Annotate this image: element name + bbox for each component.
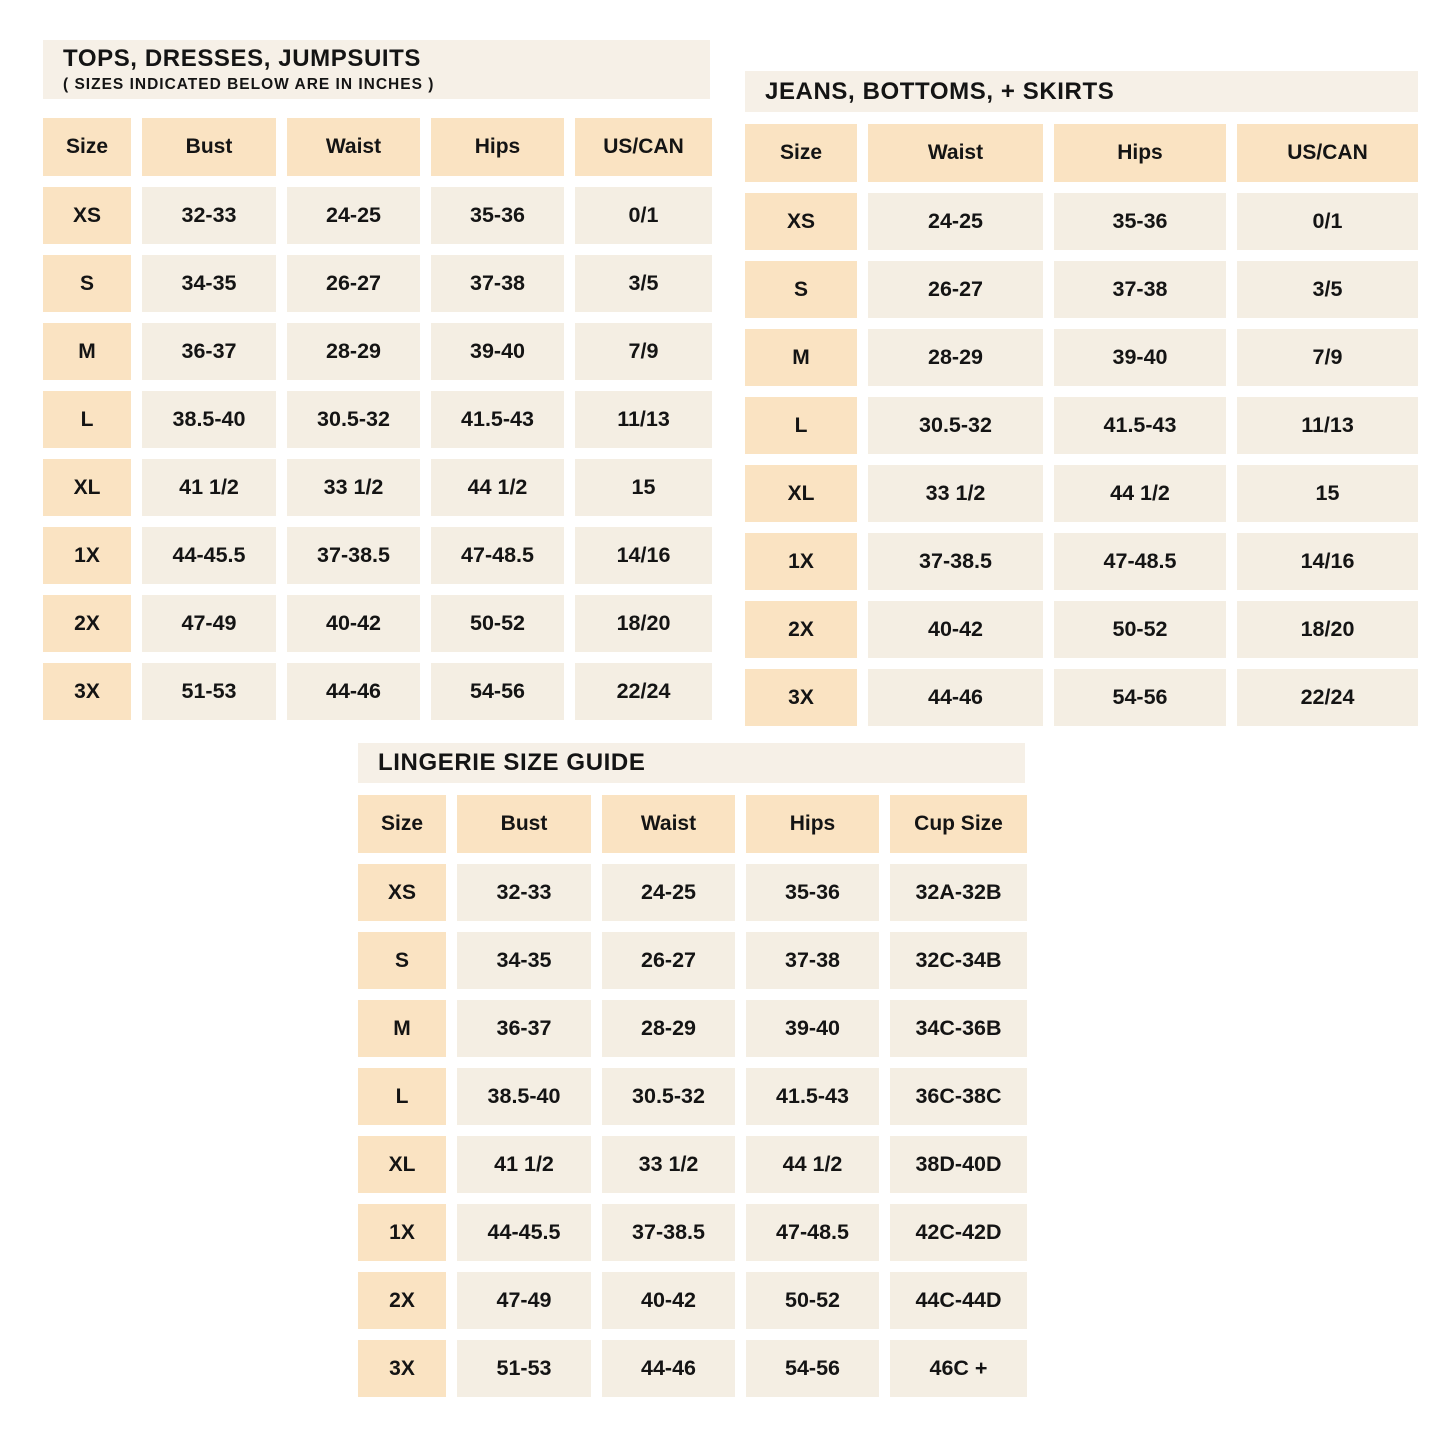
measurement-cell: 41.5-43 [1054,397,1226,454]
measurement-cell: 47-49 [457,1272,591,1329]
size-label-cell: 1X [43,527,131,584]
measurement-cell: 26-27 [602,932,735,989]
size-label-cell: XS [43,187,131,244]
measurement-cell: 37-38 [431,255,564,312]
column-header-bust: Bust [142,118,276,176]
measurement-cell: 15 [1237,465,1418,522]
measurement-cell: 39-40 [1054,329,1226,386]
measurement-cell: 44 1/2 [1054,465,1226,522]
measurement-cell: 50-52 [1054,601,1226,658]
size-label-cell: 3X [358,1340,446,1397]
measurement-cell: 36-37 [457,1000,591,1057]
size-label-cell: 1X [358,1204,446,1261]
measurement-cell: 47-48.5 [431,527,564,584]
size-label-cell: L [43,391,131,448]
size-label-cell: 2X [745,601,857,658]
measurement-cell: 33 1/2 [287,459,420,516]
measurement-cell: 32C-34B [890,932,1027,989]
measurement-cell: 35-36 [431,187,564,244]
tops-table-subtitle: ( SIZES INDICATED BELOW ARE IN INCHES ) [63,75,435,93]
size-label-cell: 1X [745,533,857,590]
tops-size-grid [43,118,712,720]
measurement-cell: 39-40 [431,323,564,380]
jeans-table-title: JEANS, BOTTOMS, + SKIRTS [765,77,1115,105]
measurement-cell: 36C-38C [890,1068,1027,1125]
measurement-cell: 38.5-40 [457,1068,591,1125]
column-header-waist: Waist [868,124,1043,182]
measurement-cell: 54-56 [746,1340,879,1397]
measurement-cell: 11/13 [575,391,712,448]
size-label-cell: M [745,329,857,386]
measurement-cell: 0/1 [1237,193,1418,250]
tops-table-title-banner [43,40,710,99]
measurement-cell: 26-27 [287,255,420,312]
size-label-cell: XL [745,465,857,522]
measurement-cell: 28-29 [868,329,1043,386]
measurement-cell: 39-40 [746,1000,879,1057]
lingerie-size-guide-table [358,743,1027,1397]
measurement-cell: 44-45.5 [142,527,276,584]
measurement-cell: 40-42 [868,601,1043,658]
measurement-cell: 15 [575,459,712,516]
measurement-cell: 26-27 [868,261,1043,318]
size-label-cell: XL [43,459,131,516]
measurement-cell: 37-38.5 [602,1204,735,1261]
measurement-cell: 44 1/2 [431,459,564,516]
measurement-cell: 30.5-32 [868,397,1043,454]
size-label-cell: XL [358,1136,446,1193]
column-header-hips: Hips [431,118,564,176]
measurement-cell: 32A-32B [890,864,1027,921]
measurement-cell: 47-48.5 [746,1204,879,1261]
column-header-waist: Waist [287,118,420,176]
column-header-bust: Bust [457,795,591,853]
size-label-cell: 3X [745,669,857,726]
size-label-cell: XS [358,864,446,921]
measurement-cell: 32-33 [142,187,276,244]
column-header-size: Size [43,118,131,176]
measurement-cell: 41.5-43 [746,1068,879,1125]
column-header-hips: Hips [746,795,879,853]
size-label-cell: S [745,261,857,318]
measurement-cell: 44 1/2 [746,1136,879,1193]
measurement-cell: 24-25 [602,864,735,921]
measurement-cell: 18/20 [575,595,712,652]
measurement-cell: 37-38 [1054,261,1226,318]
measurement-cell: 11/13 [1237,397,1418,454]
column-header-us-can: US/CAN [575,118,712,176]
measurement-cell: 41 1/2 [457,1136,591,1193]
measurement-cell: 41.5-43 [431,391,564,448]
measurement-cell: 34-35 [457,932,591,989]
column-header-waist: Waist [602,795,735,853]
measurement-cell: 3/5 [575,255,712,312]
measurement-cell: 24-25 [287,187,420,244]
measurement-cell: 41 1/2 [142,459,276,516]
measurement-cell: 40-42 [287,595,420,652]
size-label-cell: M [358,1000,446,1057]
measurement-cell: 18/20 [1237,601,1418,658]
size-label-cell: L [358,1068,446,1125]
lingerie-table-title: LINGERIE SIZE GUIDE [378,749,646,777]
measurement-cell: 14/16 [1237,533,1418,590]
measurement-cell: 34C-36B [890,1000,1027,1057]
measurement-cell: 37-38.5 [287,527,420,584]
column-header-size: Size [358,795,446,853]
measurement-cell: 50-52 [431,595,564,652]
jeans-table-title-banner [745,71,1418,112]
measurement-cell: 24-25 [868,193,1043,250]
measurement-cell: 33 1/2 [602,1136,735,1193]
measurement-cell: 37-38 [746,932,879,989]
measurement-cell: 33 1/2 [868,465,1043,522]
measurement-cell: 51-53 [142,663,276,720]
column-header-us-can: US/CAN [1237,124,1418,182]
measurement-cell: 47-49 [142,595,276,652]
column-header-cup-size: Cup Size [890,795,1027,853]
measurement-cell: 54-56 [431,663,564,720]
size-label-cell: 2X [358,1272,446,1329]
measurement-cell: 44-46 [287,663,420,720]
jeans-size-grid [745,124,1418,726]
measurement-cell: 42C-42D [890,1204,1027,1261]
measurement-cell: 36-37 [142,323,276,380]
measurement-cell: 34-35 [142,255,276,312]
tops-table-title: TOPS, DRESSES, JUMPSUITS [63,45,422,73]
measurement-cell: 51-53 [457,1340,591,1397]
measurement-cell: 54-56 [1054,669,1226,726]
measurement-cell: 7/9 [575,323,712,380]
measurement-cell: 7/9 [1237,329,1418,386]
measurement-cell: 44-46 [602,1340,735,1397]
measurement-cell: 38D-40D [890,1136,1027,1193]
tops-dresses-jumpsuits-table [43,40,712,720]
size-label-cell: 2X [43,595,131,652]
size-label-cell: L [745,397,857,454]
size-label-cell: M [43,323,131,380]
measurement-cell: 28-29 [602,1000,735,1057]
measurement-cell: 35-36 [1054,193,1226,250]
jeans-bottoms-skirts-table [745,71,1418,726]
measurement-cell: 32-33 [457,864,591,921]
measurement-cell: 0/1 [575,187,712,244]
measurement-cell: 37-38.5 [868,533,1043,590]
measurement-cell: 38.5-40 [142,391,276,448]
measurement-cell: 44C-44D [890,1272,1027,1329]
measurement-cell: 46C + [890,1340,1027,1397]
measurement-cell: 44-45.5 [457,1204,591,1261]
measurement-cell: 3/5 [1237,261,1418,318]
measurement-cell: 28-29 [287,323,420,380]
column-header-size: Size [745,124,857,182]
lingerie-size-grid [358,795,1027,1397]
measurement-cell: 44-46 [868,669,1043,726]
measurement-cell: 14/16 [575,527,712,584]
size-label-cell: XS [745,193,857,250]
measurement-cell: 30.5-32 [602,1068,735,1125]
lingerie-table-title-banner [358,743,1025,783]
measurement-cell: 22/24 [575,663,712,720]
measurement-cell: 50-52 [746,1272,879,1329]
size-label-cell: 3X [43,663,131,720]
measurement-cell: 47-48.5 [1054,533,1226,590]
column-header-hips: Hips [1054,124,1226,182]
measurement-cell: 40-42 [602,1272,735,1329]
measurement-cell: 30.5-32 [287,391,420,448]
size-label-cell: S [358,932,446,989]
measurement-cell: 35-36 [746,864,879,921]
measurement-cell: 22/24 [1237,669,1418,726]
size-label-cell: S [43,255,131,312]
